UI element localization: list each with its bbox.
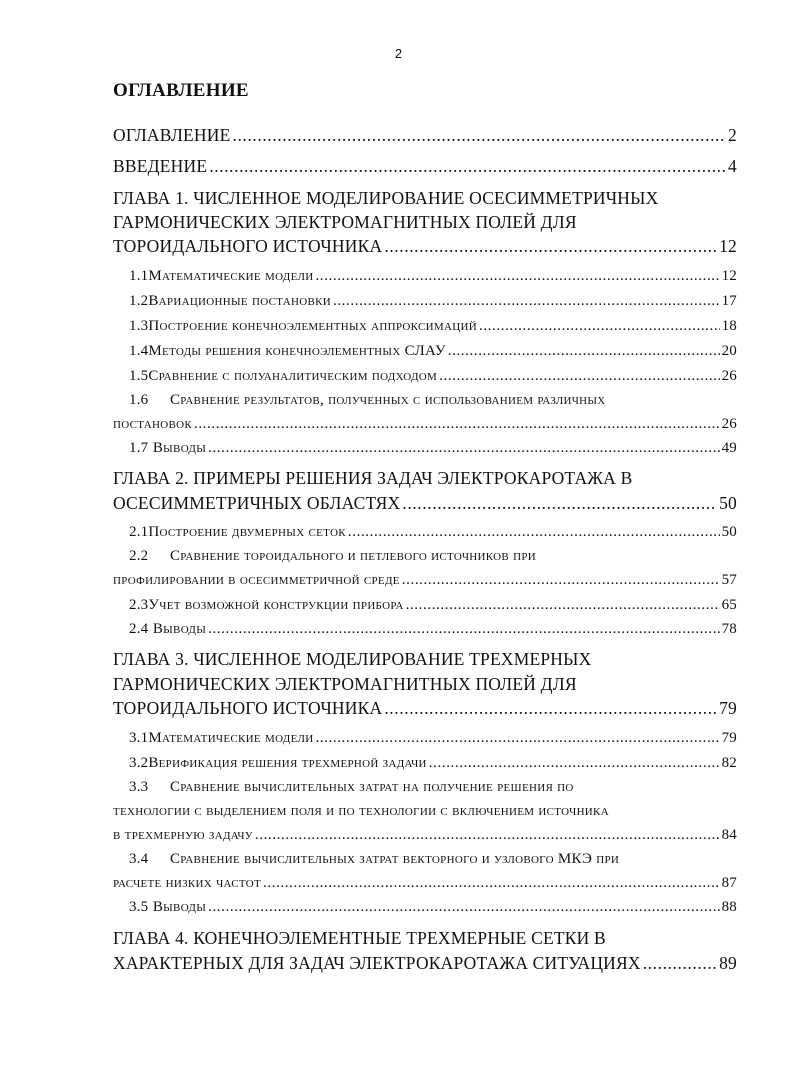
toc-entry-page: 50 <box>719 493 737 513</box>
toc-section-3-3[interactable] <box>113 827 737 851</box>
leader-dots <box>263 875 720 892</box>
section-number: 1.4 <box>129 343 149 359</box>
leader-dots <box>429 755 720 772</box>
toc-entry-page: 65 <box>721 597 737 613</box>
toc-entry-title: ТОРОИДАЛЬНОГО ИСТОЧНИКА <box>113 698 383 718</box>
leader-dots <box>402 572 720 589</box>
toc-entry-title: профилировании в осесимметричной среде <box>113 572 400 588</box>
leader-dots <box>643 953 717 974</box>
toc-section-3-4[interactable] <box>113 875 737 899</box>
toc-entry-title: Верификация решения трехмерной задачи <box>148 755 427 771</box>
leader-dots <box>384 236 717 257</box>
toc-section-1-1[interactable] <box>113 268 737 292</box>
toc-entry-page: 79 <box>719 698 737 718</box>
toc-entry-page: 12 <box>719 236 737 256</box>
toc-entry-page: 20 <box>721 343 737 359</box>
toc-entry-title: технологии с выделением поля и по технологии с включением источника <box>113 803 609 819</box>
toc-entry-page: 79 <box>721 730 737 746</box>
toc-section-1-7[interactable] <box>113 440 737 464</box>
toc-chapter-1-line1[interactable]: ГЛАВА 1. ЧИСЛЕННОЕ МОДЕЛИРОВАНИЕ ОСЕСИММЕТРИЧНЫХ <box>113 188 659 208</box>
toc-entry-title: Сравнение результатов, полученных с использованием различных <box>170 392 606 408</box>
toc-entry-toc[interactable] <box>113 125 737 149</box>
toc-entry-page: 26 <box>721 416 737 432</box>
leader-dots <box>194 416 720 433</box>
section-number: 3.4 <box>129 851 149 867</box>
section-number: 1.5 <box>129 368 149 384</box>
toc-section-1-4[interactable] <box>113 343 737 367</box>
toc-section-3-1[interactable] <box>113 730 737 754</box>
toc-chapter-3-line1[interactable]: ГЛАВА 3. ЧИСЛЕННОЕ МОДЕЛИРОВАНИЕ ТРЕХМЕРНЫХ <box>113 649 592 669</box>
section-number: 1.7 <box>129 440 149 456</box>
section-number: 2.2 <box>129 548 149 564</box>
toc-section-1-3[interactable] <box>113 318 737 342</box>
toc-section-3-2[interactable] <box>113 755 737 779</box>
leader-dots <box>208 621 720 638</box>
toc-chapter-1[interactable] <box>113 236 737 260</box>
toc-entry-title: Методы решения конечноэлементных СЛАУ <box>148 343 446 359</box>
toc-section-3-4-line1[interactable] <box>113 851 737 875</box>
toc-entry-title: Математические модели <box>148 268 314 284</box>
toc-entry-title: Вариационные постановки <box>148 293 331 309</box>
toc-section-1-6[interactable] <box>113 416 737 440</box>
toc-entry-title: ВВЕДЕНИЕ <box>113 156 208 176</box>
leader-dots <box>209 156 726 177</box>
leader-dots <box>448 343 720 360</box>
toc-entry-title: расчете низких частот <box>113 875 262 891</box>
section-number: 1.2 <box>129 293 149 309</box>
toc-entry-title: Выводы <box>152 899 207 915</box>
toc-entry-page: 4 <box>728 156 737 176</box>
toc-entry-page: 82 <box>721 755 737 771</box>
toc-entry-title: ХАРАКТЕРНЫХ ДЛЯ ЗАДАЧ ЭЛЕКТРОКАРОТАЖА СИТУАЦИЯХ <box>113 953 641 973</box>
section-number: 2.1 <box>129 524 149 540</box>
toc-entry-title: Сравнение тороидального и петлевого источников при <box>170 548 536 564</box>
toc-entry-page: 2 <box>728 125 737 145</box>
toc-section-3-3-line2[interactable] <box>113 803 753 827</box>
leader-dots <box>315 268 719 285</box>
section-number: 3.3 <box>129 779 149 795</box>
toc-entry-title: Построение двумерных сеток <box>148 524 346 540</box>
toc-section-1-6-line1[interactable] <box>113 392 737 416</box>
toc-entry-page: 87 <box>721 875 737 891</box>
toc-entry-page: 49 <box>721 440 737 456</box>
leader-dots <box>255 827 720 844</box>
toc-entry-title: в трехмерную задачу <box>113 827 253 843</box>
leader-dots <box>402 493 717 514</box>
toc-section-2-1[interactable] <box>113 524 737 548</box>
toc-entry-page: 17 <box>721 293 737 309</box>
section-number: 3.5 <box>129 899 149 915</box>
toc-section-3-5[interactable] <box>113 899 737 923</box>
toc-section-2-2-line1[interactable] <box>113 548 737 572</box>
toc-entry-intro[interactable] <box>113 156 737 180</box>
toc-section-1-2[interactable] <box>113 293 737 317</box>
toc-entry-title: Выводы <box>152 621 207 637</box>
toc-chapter-4-line1[interactable]: ГЛАВА 4. КОНЕЧНОЭЛЕМЕНТНЫЕ ТРЕХМЕРНЫЕ СЕТКИ В <box>113 928 606 948</box>
toc-entry-title: Построение конечноэлементных аппроксимаций <box>148 318 477 334</box>
leader-dots <box>406 597 720 614</box>
leader-dots <box>333 293 720 310</box>
toc-entry-page: 18 <box>721 318 737 334</box>
page-title: ОГЛАВЛЕНИЕ <box>113 80 249 101</box>
toc-section-2-4[interactable] <box>113 621 737 645</box>
toc-section-2-3[interactable] <box>113 597 737 621</box>
section-number: 1.3 <box>129 318 149 334</box>
toc-entry-page: 78 <box>721 621 737 637</box>
toc-entry-page: 26 <box>721 368 737 384</box>
section-number: 3.2 <box>129 755 149 771</box>
toc-chapter-1-line2[interactable]: ГАРМОНИЧЕСКИХ ЭЛЕКТРОМАГНИТНЫХ ПОЛЕЙ ДЛЯ <box>113 212 577 232</box>
toc-entry-title: Учет возможной конструкции прибора <box>148 597 404 613</box>
toc-entry-title: Математические модели <box>148 730 314 746</box>
section-number: 1.6 <box>129 392 149 408</box>
toc-entry-title: Выводы <box>152 440 207 456</box>
section-number: 2.4 <box>129 621 149 637</box>
leader-dots <box>439 368 719 385</box>
leader-dots <box>232 125 726 146</box>
toc-entry-title: постановок <box>113 416 192 432</box>
section-number: 1.1 <box>129 268 149 284</box>
toc-entry-title: ТОРОИДАЛЬНОГО ИСТОЧНИКА <box>113 236 383 256</box>
toc-entry-page: 57 <box>721 572 737 588</box>
toc-entry-title: Сравнение вычислительных затрат векторного и узлового МКЭ при <box>170 851 620 867</box>
toc-section-3-3-line1[interactable] <box>113 779 737 803</box>
leader-dots <box>348 524 720 541</box>
toc-entry-title: ОСЕСИММЕТРИЧНЫХ ОБЛАСТЯХ <box>113 493 401 513</box>
toc-chapter-2[interactable] <box>113 493 737 517</box>
toc-entry-page: 12 <box>721 268 737 284</box>
page-number: 2 <box>394 46 403 61</box>
section-number: 2.3 <box>129 597 149 613</box>
toc-chapter-3[interactable] <box>113 698 737 722</box>
toc-entry-page: 88 <box>721 899 737 915</box>
toc-entry-title: Сравнение с полуаналитическим подходом <box>148 368 438 384</box>
toc-entry-title: Сравнение вычислительных затрат на получение решения по <box>170 779 574 795</box>
leader-dots <box>479 318 720 335</box>
leader-dots <box>208 440 720 457</box>
leader-dots <box>208 899 720 916</box>
toc-entry-page: 89 <box>719 953 737 973</box>
toc-entry-title: ОГЛАВЛЕНИЕ <box>113 125 231 145</box>
toc-entry-page: 50 <box>721 524 737 540</box>
section-number: 3.1 <box>129 730 149 746</box>
leader-dots <box>384 698 717 719</box>
toc-chapter-2-line1[interactable]: ГЛАВА 2. ПРИМЕРЫ РЕШЕНИЯ ЗАДАЧ ЭЛЕКТРОКАРОТАЖА В <box>113 468 633 488</box>
toc-chapter-4[interactable] <box>113 953 737 977</box>
toc-section-2-2[interactable] <box>113 572 737 596</box>
leader-dots <box>315 730 719 747</box>
toc-entry-page: 84 <box>721 827 737 843</box>
toc-section-1-5[interactable] <box>113 368 737 392</box>
toc-chapter-3-line2[interactable]: ГАРМОНИЧЕСКИХ ЭЛЕКТРОМАГНИТНЫХ ПОЛЕЙ ДЛЯ <box>113 674 577 694</box>
